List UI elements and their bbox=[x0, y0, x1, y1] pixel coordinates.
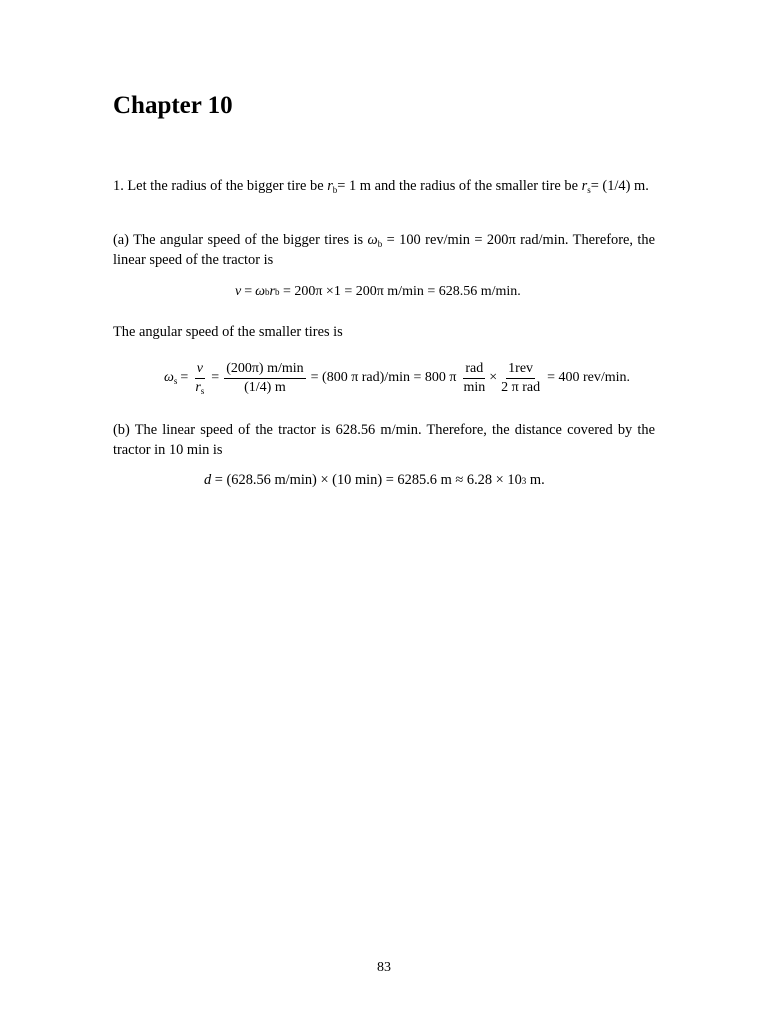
equals-sign: = bbox=[244, 284, 253, 299]
math-symbol: v bbox=[196, 360, 203, 376]
math-symbol: r bbox=[195, 379, 201, 395]
chapter-title: Chapter 10 bbox=[113, 92, 233, 119]
text-run: = (1/4) m. bbox=[590, 178, 649, 194]
math-subscript: s bbox=[587, 185, 591, 195]
fraction-numerator: (200π) m/min bbox=[224, 361, 305, 379]
math-subscript: b bbox=[377, 239, 383, 249]
fraction-rev-over-rad bbox=[499, 361, 542, 396]
math-symbol: ω bbox=[164, 370, 174, 385]
math-symbol: ω bbox=[367, 232, 378, 248]
equation-rhs: = 200π ×1 = 200π m/min = 628.56 m/min. bbox=[279, 284, 521, 299]
part-b-paragraph: (b) The linear speed of the tractor is 628.56 m/min. Therefore, the distance covered by the tractor in 10 min is bbox=[113, 422, 655, 458]
smaller-tires-paragraph: The angular speed of the smaller tires is bbox=[113, 324, 343, 340]
text-run: (a) The angular speed of the bigger tires is bbox=[113, 232, 368, 248]
equation-body: = (628.56 m/min) × (10 min) = 6285.6 m ≈ 6.28 × 10 bbox=[211, 472, 522, 488]
math-symbol: r bbox=[327, 178, 333, 194]
math-symbol: ω bbox=[255, 284, 266, 299]
equals-sign: = bbox=[211, 370, 220, 385]
equation-rhs: = 400 rev/min. bbox=[547, 370, 631, 385]
text-run: = 100 rev/min = 200π rad/min. Therefore, the linear speed of the tractor is bbox=[113, 232, 655, 268]
fraction-numerator bbox=[195, 361, 205, 379]
fraction-denominator: min bbox=[463, 379, 486, 395]
fraction-numerator: 1rev bbox=[506, 361, 535, 379]
math-symbol: r bbox=[269, 284, 275, 299]
fraction-speed-over-radius bbox=[224, 361, 305, 396]
part-a-paragraph bbox=[113, 230, 655, 270]
math-symbol: v bbox=[235, 284, 242, 299]
math-symbol: d bbox=[204, 472, 212, 488]
math-subscript: s bbox=[200, 385, 205, 396]
fraction-v-over-rs bbox=[193, 361, 206, 396]
math-subscript: s bbox=[173, 376, 178, 386]
text-run: 1. Let the radius of the bigger tire be bbox=[113, 178, 328, 194]
fraction-numerator: rad bbox=[463, 361, 485, 379]
equation-distance: d = (628.56 m/min) × (10 min) = 6285.6 m ≈ 6.28 × 10 3 m. bbox=[204, 472, 545, 488]
fraction-rad-over-min bbox=[461, 361, 487, 396]
text-run: = 1 m and the radius of the smaller tire be bbox=[337, 178, 582, 194]
equation-tail: m. bbox=[526, 472, 545, 488]
equation-angular-speed bbox=[164, 358, 633, 398]
fraction-denominator: (1/4) m bbox=[244, 379, 286, 395]
equals-sign: = bbox=[180, 370, 189, 385]
fraction-denominator bbox=[193, 379, 206, 396]
times-sign: × bbox=[489, 370, 498, 385]
fraction-denominator: 2 π rad bbox=[501, 379, 541, 395]
omega-s bbox=[164, 370, 177, 386]
equation-linear-speed: v = ω b r b = 200π ×1 = 200π m/min = 628.56 m/min. bbox=[235, 284, 521, 299]
math-symbol: r bbox=[581, 178, 588, 194]
problem-1-intro bbox=[113, 176, 655, 196]
math-subscript: b bbox=[332, 185, 338, 195]
equation-middle: = (800 π rad)/min = 800 π bbox=[310, 370, 457, 385]
page-number: 83 bbox=[377, 960, 391, 975]
